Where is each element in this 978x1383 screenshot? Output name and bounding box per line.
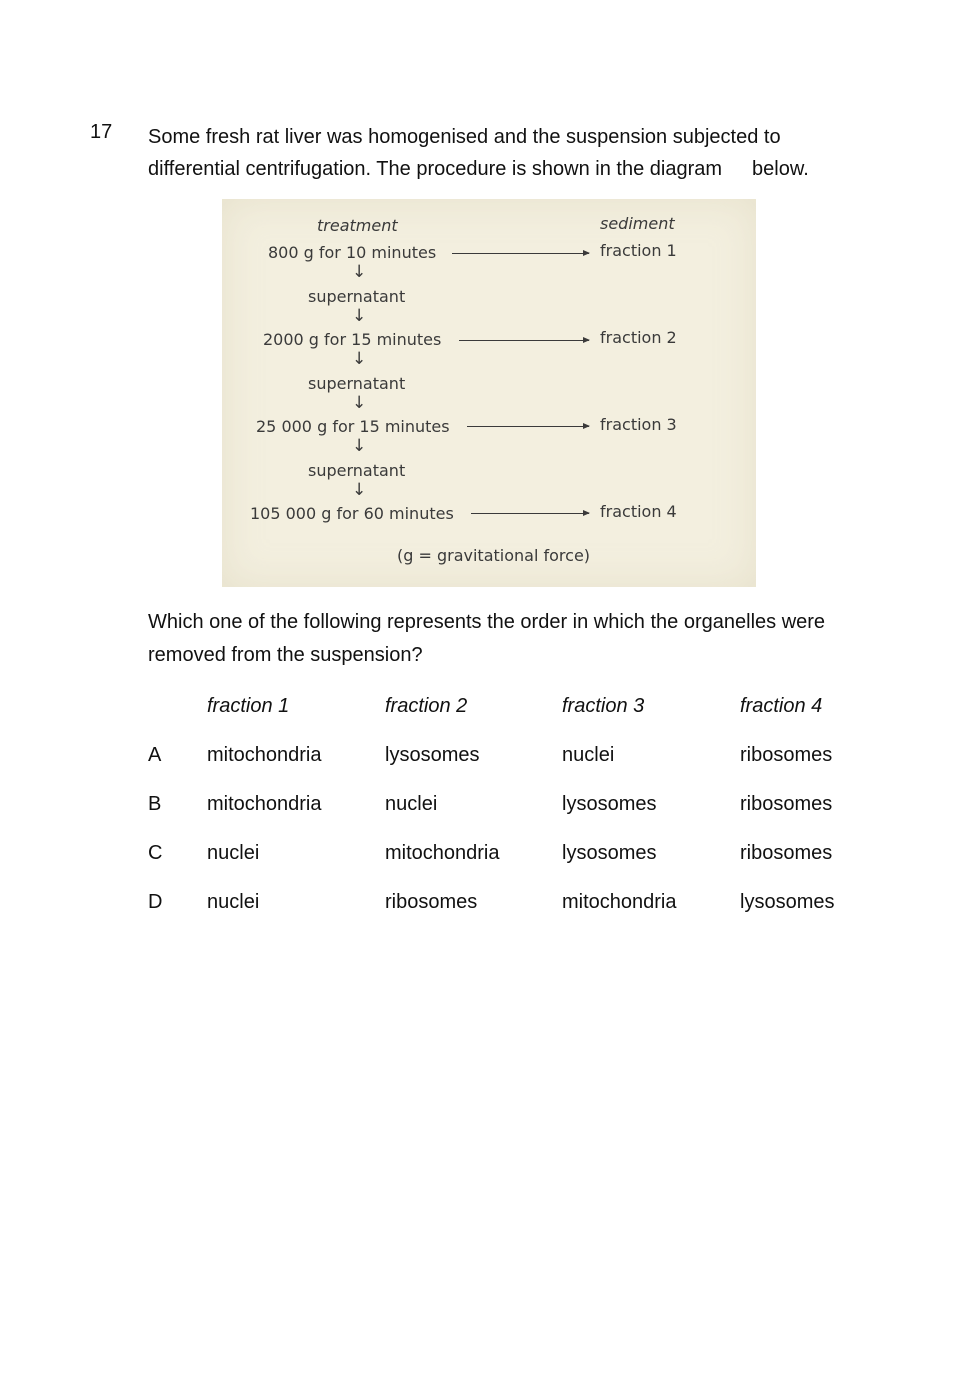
treatment-step-4: 105 000 g for 60 minutes	[250, 504, 454, 523]
supernatant-label-2: supernatant	[308, 374, 406, 393]
option-cell: nuclei	[385, 793, 438, 815]
down-arrow-icon: ↓	[352, 480, 367, 500]
option-cell: ribosomes	[740, 744, 833, 766]
sediment-fraction-3: fraction 3	[600, 415, 677, 434]
option-cell: nuclei	[207, 842, 260, 864]
option-row-d[interactable]	[148, 878, 880, 927]
stem-line-2: differential centrifugation. The procedure is shown in the diagram	[148, 158, 723, 180]
option-row-a[interactable]	[148, 731, 880, 780]
question-stem	[148, 121, 868, 185]
option-cell: ribosomes	[740, 842, 833, 864]
treatment-header: treatment	[317, 216, 398, 235]
question-prompt: Which one of the following represents the order in which the organelles were removed from the suspension?	[148, 611, 826, 666]
treatment-step-2: 2000 g for 15 minutes	[263, 330, 442, 349]
sediment-fraction-4: fraction 4	[600, 502, 677, 521]
option-letter: A	[148, 744, 162, 766]
options-header-row	[148, 682, 880, 731]
down-arrow-icon: ↓	[352, 306, 367, 326]
treatment-step-1: 800 g for 10 minutes	[268, 243, 437, 262]
option-cell: mitochondria	[207, 793, 322, 815]
down-arrow-icon: ↓	[352, 393, 367, 413]
question-number: 17	[90, 121, 113, 143]
option-letter: D	[148, 891, 163, 913]
option-row-b[interactable]	[148, 780, 880, 829]
stem-line-1: Some fresh rat liver was homogenised and the suspension subjected to	[148, 126, 781, 148]
option-cell: mitochondria	[385, 842, 500, 864]
option-row-c[interactable]	[148, 829, 880, 878]
right-arrow-icon	[452, 253, 589, 254]
centrifugation-diagram	[222, 199, 756, 587]
header-fraction-1: fraction 1	[207, 695, 290, 717]
right-arrow-icon	[467, 426, 589, 427]
answer-options-table	[148, 682, 880, 927]
sediment-fraction-1: fraction 1	[600, 241, 677, 260]
option-cell: lysosomes	[385, 744, 480, 766]
supernatant-label-1: supernatant	[308, 287, 406, 306]
down-arrow-icon: ↓	[352, 349, 367, 369]
header-fraction-4: fraction 4	[740, 695, 823, 717]
option-cell: lysosomes	[562, 842, 657, 864]
header-fraction-3: fraction 3	[562, 695, 645, 717]
treatment-step-3: 25 000 g for 15 minutes	[256, 417, 450, 436]
right-arrow-icon	[459, 340, 589, 341]
header-blank	[148, 682, 207, 731]
option-letter: C	[148, 842, 163, 864]
supernatant-label-3: supernatant	[308, 461, 406, 480]
option-letter: B	[148, 793, 162, 815]
stem-tail: below.	[752, 158, 809, 180]
sediment-fraction-2: fraction 2	[600, 328, 677, 347]
option-cell: nuclei	[207, 891, 260, 913]
option-cell: lysosomes	[740, 891, 835, 913]
diagram-footnote: (g = gravitational force)	[397, 546, 591, 565]
down-arrow-icon: ↓	[352, 262, 367, 282]
option-cell: mitochondria	[207, 744, 322, 766]
right-arrow-icon	[471, 513, 589, 514]
header-fraction-2: fraction 2	[385, 695, 468, 717]
sediment-header: sediment	[600, 214, 675, 233]
option-cell: ribosomes	[385, 891, 478, 913]
option-cell: ribosomes	[740, 793, 833, 815]
option-cell: mitochondria	[562, 891, 677, 913]
down-arrow-icon: ↓	[352, 436, 367, 456]
option-cell: lysosomes	[562, 793, 657, 815]
option-cell: nuclei	[562, 744, 615, 766]
